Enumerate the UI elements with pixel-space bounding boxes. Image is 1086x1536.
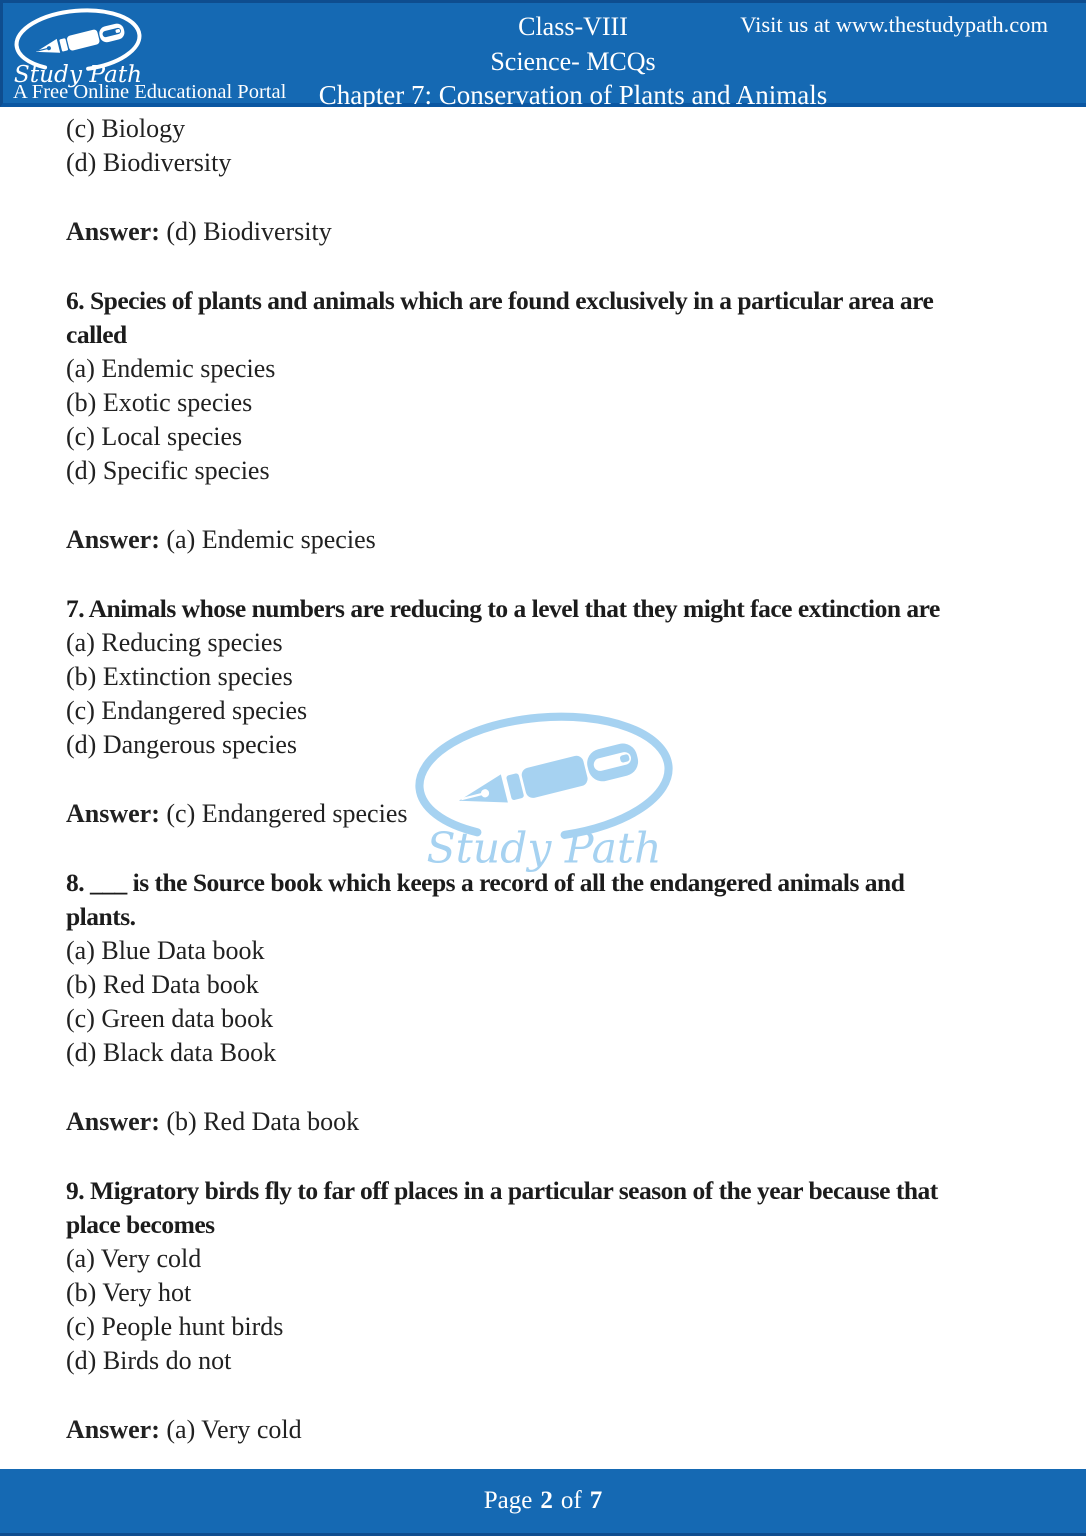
option-item: (b) Red Data book (66, 970, 259, 999)
visit-link[interactable]: Visit us at www.thestudypath.com (740, 12, 1048, 37)
question-block (66, 592, 1048, 831)
answer-label: Answer: (66, 799, 160, 828)
option-item: (b) Exotic species (66, 388, 253, 417)
of-word: of (560, 1487, 582, 1514)
question-text-line: called (66, 320, 127, 349)
answer-line (66, 523, 1048, 557)
questions-content (66, 107, 1048, 1447)
option-item: (c) Green data book (66, 1004, 274, 1033)
option-item: (b) Extinction species (66, 662, 293, 691)
option-item: (a) Reducing species (66, 628, 283, 657)
option-item: (a) Blue Data book (66, 936, 265, 965)
option-item: (c) Local species (66, 422, 243, 451)
page-word: Page (483, 1487, 533, 1514)
chapter-title: Chapter 7: Conservation of Plants and Animals (318, 80, 828, 110)
answer-line (66, 797, 1048, 831)
question-text-line: place becomes (66, 1210, 215, 1239)
option-item: (d) Dangerous species (66, 730, 298, 759)
question-text-line: 9. Migratory birds fly to far off places in a particular season of the year because that (66, 1176, 938, 1205)
option-item: (d) Biodiversity (66, 148, 232, 177)
answer-text: (a) Endemic species (166, 525, 376, 554)
answer-text: (a) Very cold (166, 1415, 302, 1444)
answer-label: Answer: (66, 1415, 160, 1444)
option-item: (c) People hunt birds (66, 1312, 284, 1341)
question-block (66, 284, 1048, 557)
answer-label: Answer: (66, 1107, 160, 1136)
answer-line (66, 1105, 1048, 1139)
answer-line (66, 215, 1048, 249)
watermark-brand-text: Study Path (426, 824, 662, 874)
answer-label: Answer: (66, 217, 160, 246)
question-text-line: 7. Animals whose numbers are reducing to a level that they might face extinction are (66, 594, 940, 623)
logo-tagline: A Free Online Educational Portal (13, 81, 287, 103)
option-item: (d) Birds do not (66, 1346, 232, 1375)
question-text-line: plants. (66, 902, 136, 931)
answer-label: Answer: (66, 525, 160, 554)
question-text-line: 8. ___ is the Source book which keeps a record of all the endangered animals and (66, 868, 905, 897)
subject-title: Science- MCQs (490, 47, 656, 76)
question-block (66, 866, 1048, 1139)
page-number: 2 (540, 1487, 553, 1514)
total-pages: 7 (589, 1487, 603, 1514)
answer-line (66, 1413, 1048, 1447)
logo-brand-text: Study Path (13, 61, 143, 89)
answer-text: (d) Biodiversity (166, 217, 332, 246)
option-item: (a) Very cold (66, 1244, 202, 1273)
option-item: (c) Biology (66, 114, 186, 143)
answer-text: (c) Endangered species (166, 799, 408, 828)
option-item: (d) Specific species (66, 456, 270, 485)
page-footer (0, 1469, 1086, 1536)
option-item: (c) Endangered species (66, 696, 308, 725)
option-item: (a) Endemic species (66, 354, 276, 383)
page-header (0, 0, 1086, 110)
option-item: (b) Very hot (66, 1278, 192, 1307)
option-item: (d) Black data Book (66, 1038, 277, 1067)
class-title: Class-VIII (518, 12, 628, 41)
answer-text: (b) Red Data book (166, 1107, 360, 1136)
question-text-line: 6. Species of plants and animals which are found exclusively in a particular area are (66, 286, 934, 315)
question-block (66, 1174, 1048, 1447)
